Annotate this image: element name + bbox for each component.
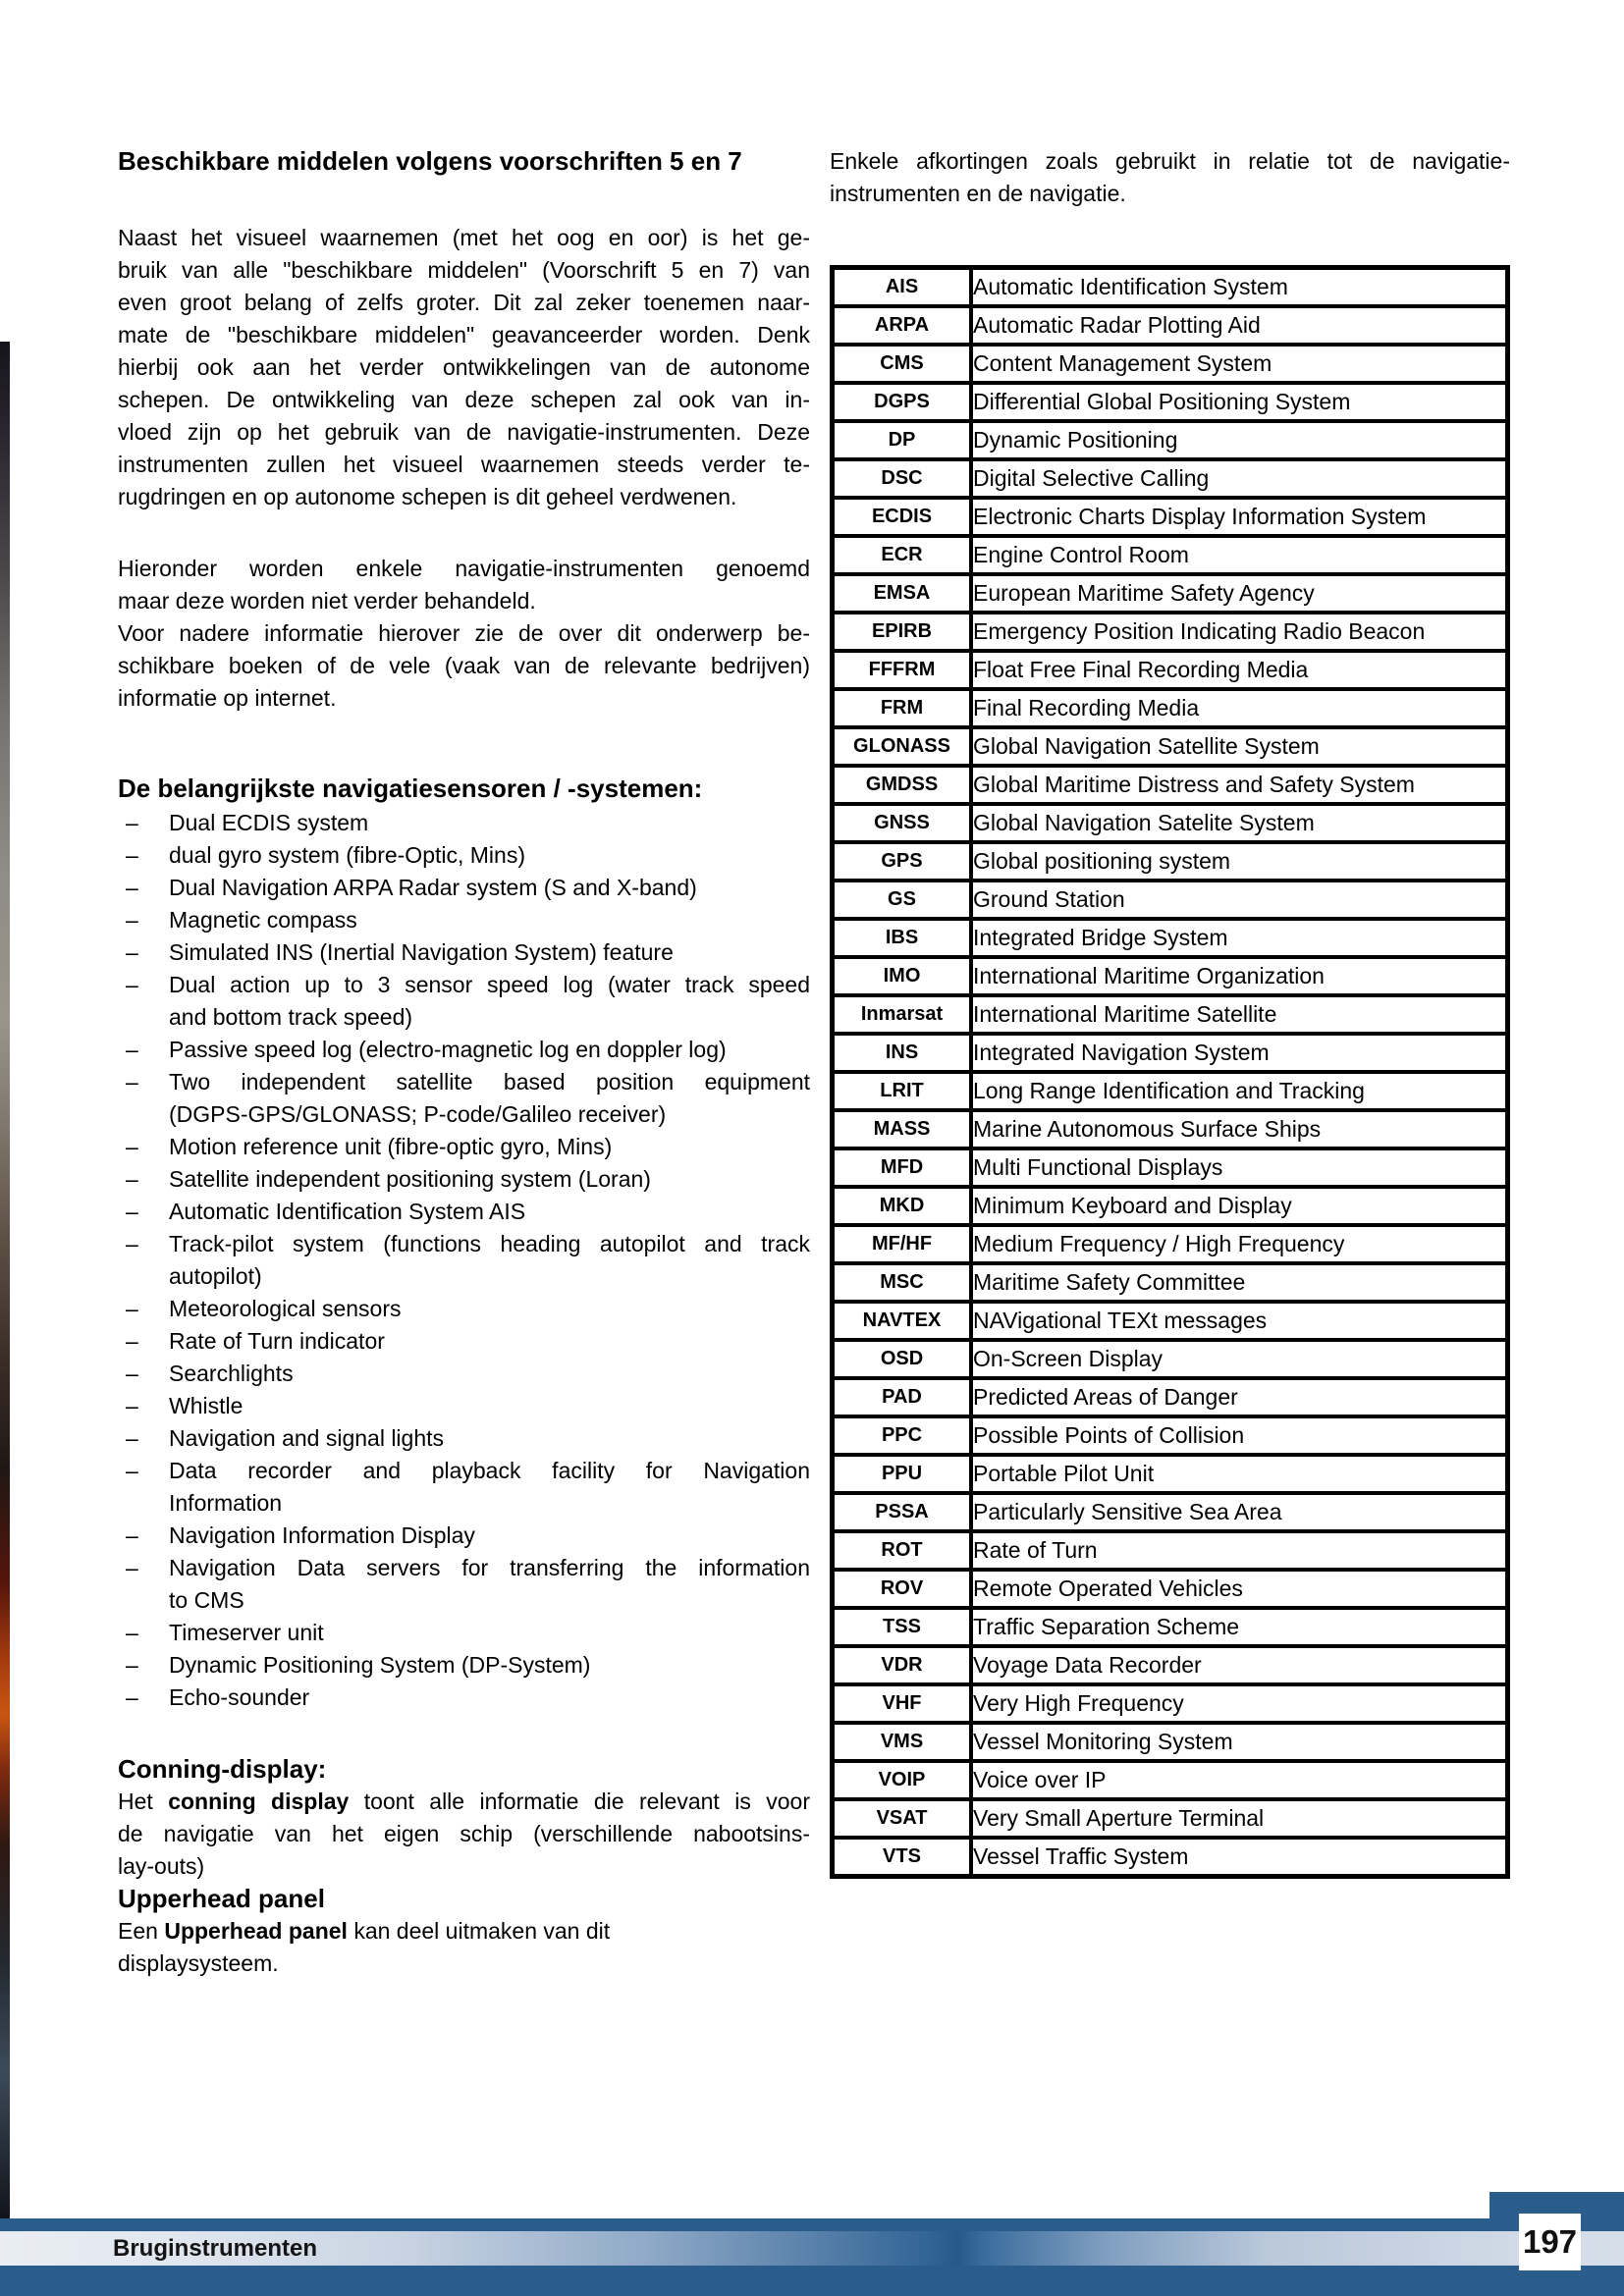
table-row bbox=[833, 689, 1508, 727]
list-item-text bbox=[169, 839, 810, 872]
text-line: displaysysteem. bbox=[118, 1950, 279, 1976]
definition-cell: Automatic Radar Plotting Aid bbox=[971, 306, 1508, 345]
list-dash: – bbox=[126, 1037, 138, 1062]
list-item-text bbox=[169, 1358, 810, 1390]
table-row bbox=[833, 1187, 1508, 1225]
definition-cell: Minimum Keyboard and Display bbox=[971, 1187, 1508, 1225]
list-item-text bbox=[169, 1552, 810, 1617]
table-row bbox=[833, 1646, 1508, 1684]
list-item bbox=[118, 1617, 810, 1649]
list-item bbox=[118, 1131, 810, 1163]
list-dash: – bbox=[126, 1069, 138, 1095]
definition-cell: Dynamic Positioning bbox=[971, 421, 1508, 459]
list-item-line: Track-pilot system (functions heading autopilot and track bbox=[169, 1231, 810, 1256]
list-item bbox=[118, 1228, 810, 1293]
definition-cell: Medium Frequency / High Frequency bbox=[971, 1225, 1508, 1263]
list-dash: – bbox=[126, 1652, 138, 1678]
list-item-line: Automatic Identification System AIS bbox=[169, 1199, 526, 1224]
text-line: vloed zijn op het gebruik van de navigatie-instrumenten. Deze bbox=[118, 419, 810, 445]
table-row bbox=[833, 574, 1508, 613]
definition-cell: Vessel Traffic System bbox=[971, 1838, 1508, 1877]
bold-text-segment: conning display bbox=[168, 1789, 350, 1814]
table-row bbox=[833, 459, 1508, 498]
nav-sensors-heading: De belangrijkste navigatiesensoren / -systemen: bbox=[118, 774, 703, 803]
list-item-text bbox=[169, 1163, 810, 1196]
list-item-text bbox=[169, 1293, 810, 1325]
definition-cell: International Maritime Organization bbox=[971, 957, 1508, 995]
table-row bbox=[833, 957, 1508, 995]
text-line: rugdringen en op autonome schepen is dit geheel verdwenen. bbox=[118, 484, 737, 509]
abbreviation-cell: PPU bbox=[833, 1455, 972, 1493]
list-item-line: Information bbox=[169, 1490, 283, 1516]
list-item-line: and bottom track speed) bbox=[169, 1004, 413, 1030]
table-row bbox=[833, 1455, 1508, 1493]
list-dash: – bbox=[126, 875, 138, 900]
table-row bbox=[833, 1684, 1508, 1723]
paragraph-more-info bbox=[118, 553, 810, 715]
definition-cell: Automatic Identification System bbox=[971, 268, 1508, 307]
list-item-line: (DGPS-GPS/GLONASS; P-code/Galileo receiver) bbox=[169, 1101, 667, 1127]
list-item bbox=[118, 936, 810, 969]
definition-cell: Differential Global Positioning System bbox=[971, 383, 1508, 421]
table-row bbox=[833, 421, 1508, 459]
definition-cell: Voyage Data Recorder bbox=[971, 1646, 1508, 1684]
definition-cell: Digital Selective Calling bbox=[971, 459, 1508, 498]
table-row bbox=[833, 1148, 1508, 1187]
right-column bbox=[830, 145, 1510, 1879]
text-segment: Het bbox=[118, 1789, 169, 1814]
text-line: maar deze worden niet verder behandeld. bbox=[118, 588, 536, 614]
list-item bbox=[118, 1649, 810, 1682]
definition-cell: Global positioning system bbox=[971, 842, 1508, 881]
paragraph-conning-display bbox=[118, 1786, 810, 1883]
definition-cell: Global Maritime Distress and Safety System bbox=[971, 766, 1508, 804]
abbreviation-cell: VMS bbox=[833, 1723, 972, 1761]
table-row bbox=[833, 1761, 1508, 1799]
definition-cell: Very Small Aperture Terminal bbox=[971, 1799, 1508, 1838]
text-line: even groot belang of zelfs groter. Dit zal zeker toenemen naar- bbox=[118, 290, 810, 315]
text-segment: Een bbox=[118, 1918, 165, 1944]
definition-cell: European Maritime Safety Agency bbox=[971, 574, 1508, 613]
list-item-line: Dual ECDIS system bbox=[169, 810, 369, 835]
definition-cell: Voice over IP bbox=[971, 1761, 1508, 1799]
list-item-text bbox=[169, 1034, 810, 1066]
table-row bbox=[833, 536, 1508, 574]
abbreviation-cell: Inmarsat bbox=[833, 995, 972, 1034]
abbreviation-cell: DGPS bbox=[833, 383, 972, 421]
list-dash: – bbox=[126, 810, 138, 835]
abbreviation-cell: PPC bbox=[833, 1416, 972, 1455]
table-row bbox=[833, 995, 1508, 1034]
table-row bbox=[833, 804, 1508, 842]
list-dash: – bbox=[126, 1458, 138, 1483]
table-row bbox=[833, 1378, 1508, 1416]
abbreviation-cell: ARPA bbox=[833, 306, 972, 345]
table-row bbox=[833, 1263, 1508, 1302]
definition-cell: Traffic Separation Scheme bbox=[971, 1608, 1508, 1646]
list-dash: – bbox=[126, 1555, 138, 1580]
list-item bbox=[118, 904, 810, 936]
list-dash: – bbox=[126, 1134, 138, 1159]
list-item-text bbox=[169, 872, 810, 904]
list-item-text bbox=[169, 1228, 810, 1293]
list-item-line: Data recorder and playback facility for Navigation bbox=[169, 1458, 810, 1483]
table-row bbox=[833, 613, 1508, 651]
text-line: bruik van alle "beschikbare middelen" (Voorschrift 5 en 7) van bbox=[118, 257, 810, 283]
definition-cell: Very High Frequency bbox=[971, 1684, 1508, 1723]
table-row bbox=[833, 1493, 1508, 1531]
bold-text-segment: Upperhead panel bbox=[164, 1918, 348, 1944]
list-item-text bbox=[169, 1066, 810, 1131]
abbreviation-cell: GNSS bbox=[833, 804, 972, 842]
definition-cell: Content Management System bbox=[971, 345, 1508, 383]
list-item-line: Dual action up to 3 sensor speed log (water track speed bbox=[169, 972, 810, 997]
table-row bbox=[833, 1799, 1508, 1838]
list-item-line: Navigation Data servers for transferring the information bbox=[169, 1555, 810, 1580]
upperhead-panel-heading: Upperhead panel bbox=[118, 1884, 325, 1913]
definition-cell: NAVigational TEXt messages bbox=[971, 1302, 1508, 1340]
abbreviation-cell: GMDSS bbox=[833, 766, 972, 804]
text-line: Enkele afkortingen zoals gebruikt in relatie tot de navigatie- bbox=[830, 148, 1510, 174]
table-row bbox=[833, 306, 1508, 345]
definition-cell: Rate of Turn bbox=[971, 1531, 1508, 1570]
list-item-text bbox=[169, 969, 810, 1034]
abbreviation-cell: PSSA bbox=[833, 1493, 972, 1531]
list-item-text bbox=[169, 1131, 810, 1163]
list-item-text bbox=[169, 1520, 810, 1552]
abbreviation-cell: PAD bbox=[833, 1378, 972, 1416]
list-item-line: to CMS bbox=[169, 1587, 244, 1613]
table-row bbox=[833, 1838, 1508, 1877]
table-row bbox=[833, 1302, 1508, 1340]
list-item-line: Dynamic Positioning System (DP-System) bbox=[169, 1652, 591, 1678]
table-row bbox=[833, 268, 1508, 307]
abbreviation-cell: AIS bbox=[833, 268, 972, 307]
definition-cell: Global Navigation Satellite System bbox=[971, 727, 1508, 766]
definition-cell: International Maritime Satellite bbox=[971, 995, 1508, 1034]
definition-cell: Electronic Charts Display Information System bbox=[971, 498, 1508, 536]
table-row bbox=[833, 383, 1508, 421]
list-dash: – bbox=[126, 972, 138, 997]
definition-cell: Emergency Position Indicating Radio Beacon bbox=[971, 613, 1508, 651]
abbreviations-table bbox=[830, 265, 1510, 1879]
text-line: instrumenten en de navigatie. bbox=[830, 181, 1126, 206]
abbreviation-cell: TSS bbox=[833, 1608, 972, 1646]
text-line: Voor nadere informatie hierover zie de over dit onderwerp be- bbox=[118, 620, 810, 646]
abbreviation-cell: FFFRM bbox=[833, 651, 972, 689]
text-line bbox=[118, 1915, 810, 1948]
list-item-line: Passive speed log (electro-magnetic log en doppler log) bbox=[169, 1037, 727, 1062]
abbreviation-cell: MFD bbox=[833, 1148, 972, 1187]
definition-cell: Ground Station bbox=[971, 881, 1508, 919]
list-item-text bbox=[169, 1196, 810, 1228]
list-dash: – bbox=[126, 1199, 138, 1224]
abbreviation-cell: VTS bbox=[833, 1838, 972, 1877]
list-item-line: Meteorological sensors bbox=[169, 1296, 402, 1321]
abbreviation-cell: LRIT bbox=[833, 1072, 972, 1110]
table-row bbox=[833, 1225, 1508, 1263]
list-item bbox=[118, 969, 810, 1034]
text-line: informatie op internet. bbox=[118, 685, 337, 711]
definition-cell: Global Navigation Satelite System bbox=[971, 804, 1508, 842]
text-line: schikbare boeken of de vele (vaak van de relevante bedrijven) bbox=[118, 653, 810, 678]
list-item-text bbox=[169, 1455, 810, 1520]
list-item bbox=[118, 807, 810, 839]
definition-cell: Marine Autonomous Surface Ships bbox=[971, 1110, 1508, 1148]
list-item bbox=[118, 1293, 810, 1325]
list-item-text bbox=[169, 807, 810, 839]
table-row bbox=[833, 727, 1508, 766]
list-dash: – bbox=[126, 1328, 138, 1354]
list-dash: – bbox=[126, 1684, 138, 1710]
list-item-line: Whistle bbox=[169, 1393, 244, 1418]
table-row bbox=[833, 1531, 1508, 1570]
abbreviation-cell: VDR bbox=[833, 1646, 972, 1684]
list-item bbox=[118, 1196, 810, 1228]
text-line bbox=[118, 1786, 810, 1818]
page-edge-image-strip bbox=[0, 342, 10, 2221]
definition-cell: Engine Control Room bbox=[971, 536, 1508, 574]
list-item bbox=[118, 1358, 810, 1390]
abbreviation-cell: GPS bbox=[833, 842, 972, 881]
text-line: mate de "beschikbare middelen" geavanceerder worden. Denk bbox=[118, 322, 810, 347]
abbreviation-cell: OSD bbox=[833, 1340, 972, 1378]
list-item-line: Magnetic compass bbox=[169, 907, 357, 933]
list-item bbox=[118, 1066, 810, 1131]
list-item-line: Timeserver unit bbox=[169, 1620, 324, 1645]
list-item-line: autopilot) bbox=[169, 1263, 262, 1289]
list-dash: – bbox=[126, 1361, 138, 1386]
list-item bbox=[118, 872, 810, 904]
definition-cell: Possible Points of Collision bbox=[971, 1416, 1508, 1455]
list-item-line: Rate of Turn indicator bbox=[169, 1328, 385, 1354]
list-item bbox=[118, 839, 810, 872]
text-line: Naast het visueel waarnemen (met het oog en oor) is het ge- bbox=[118, 225, 810, 250]
list-item-text bbox=[169, 1649, 810, 1682]
table-row bbox=[833, 345, 1508, 383]
table-row bbox=[833, 1340, 1508, 1378]
list-item-line: Two independent satellite based position equipment bbox=[169, 1069, 810, 1095]
table-row bbox=[833, 766, 1508, 804]
abbreviation-cell: VHF bbox=[833, 1684, 972, 1723]
list-item-line: Dual Navigation ARPA Radar system (S and X-band) bbox=[169, 875, 697, 900]
table-row bbox=[833, 651, 1508, 689]
definition-cell: Vessel Monitoring System bbox=[971, 1723, 1508, 1761]
abbreviation-cell: FRM bbox=[833, 689, 972, 727]
abbreviation-cell: INS bbox=[833, 1034, 972, 1072]
footer-section-label: Bruginstrumenten bbox=[113, 2235, 318, 2262]
abbreviation-cell: ECR bbox=[833, 536, 972, 574]
paragraph-available-means bbox=[118, 222, 810, 513]
text-segment: kan deel uitmaken van dit bbox=[347, 1918, 611, 1944]
section-heading: Beschikbare middelen volgens voorschriften 5 en 7 bbox=[118, 146, 742, 176]
list-item-line: dual gyro system (fibre-Optic, Mins) bbox=[169, 842, 525, 868]
list-dash: – bbox=[126, 1166, 138, 1192]
table-row bbox=[833, 1570, 1508, 1608]
list-item-text bbox=[169, 1617, 810, 1649]
table-row bbox=[833, 498, 1508, 536]
nav-sensors-list bbox=[118, 807, 810, 1714]
definition-cell: Integrated Bridge System bbox=[971, 919, 1508, 957]
list-item-line: Motion reference unit (fibre-optic gyro, Mins) bbox=[169, 1134, 613, 1159]
left-column bbox=[118, 145, 810, 1980]
list-item bbox=[118, 1034, 810, 1066]
definition-cell: Particularly Sensitive Sea Area bbox=[971, 1493, 1508, 1531]
abbreviation-cell: MKD bbox=[833, 1187, 972, 1225]
definition-cell: Long Range Identification and Tracking bbox=[971, 1072, 1508, 1110]
table-row bbox=[833, 1723, 1508, 1761]
abbreviation-cell: IMO bbox=[833, 957, 972, 995]
list-item bbox=[118, 1552, 810, 1617]
list-item-text bbox=[169, 1325, 810, 1358]
table-row bbox=[833, 919, 1508, 957]
list-item-line: Navigation and signal lights bbox=[169, 1425, 445, 1451]
abbreviation-cell: EPIRB bbox=[833, 613, 972, 651]
list-item bbox=[118, 1163, 810, 1196]
list-item-text bbox=[169, 1682, 810, 1714]
text-segment: toont alle informatie die relevant is voor bbox=[349, 1789, 810, 1814]
abbreviation-cell: MASS bbox=[833, 1110, 972, 1148]
abbreviations-intro bbox=[830, 145, 1510, 210]
abbreviation-cell: GLONASS bbox=[833, 727, 972, 766]
definition-cell: Remote Operated Vehicles bbox=[971, 1570, 1508, 1608]
definition-cell: Float Free Final Recording Media bbox=[971, 651, 1508, 689]
text-line: lay-outs) bbox=[118, 1853, 205, 1879]
abbreviation-cell: GS bbox=[833, 881, 972, 919]
list-item-text bbox=[169, 904, 810, 936]
text-line: hierbij ook aan het verder ontwikkelingen van de autonome bbox=[118, 354, 810, 380]
conning-display-heading: Conning-display: bbox=[118, 1754, 327, 1784]
list-dash: – bbox=[126, 1393, 138, 1418]
list-item bbox=[118, 1455, 810, 1520]
abbreviation-cell: VOIP bbox=[833, 1761, 972, 1799]
abbreviation-cell: CMS bbox=[833, 345, 972, 383]
text-line: schepen. De ontwikkeling van deze schepen zal ook van in- bbox=[118, 387, 810, 412]
definition-cell: Predicted Areas of Danger bbox=[971, 1378, 1508, 1416]
text-line: instrumenten zullen het visueel waarnemen steeds verder te- bbox=[118, 452, 810, 477]
definition-cell: Maritime Safety Committee bbox=[971, 1263, 1508, 1302]
table-row bbox=[833, 842, 1508, 881]
list-dash: – bbox=[126, 1425, 138, 1451]
list-item-text bbox=[169, 1422, 810, 1455]
list-item-line: Navigation Information Display bbox=[169, 1522, 475, 1548]
list-item-text bbox=[169, 936, 810, 969]
table-row bbox=[833, 1110, 1508, 1148]
abbreviation-cell: ROT bbox=[833, 1531, 972, 1570]
table-row bbox=[833, 881, 1508, 919]
table-row bbox=[833, 1034, 1508, 1072]
list-item bbox=[118, 1390, 810, 1422]
list-dash: – bbox=[126, 1231, 138, 1256]
list-dash: – bbox=[126, 1296, 138, 1321]
abbreviation-cell: DP bbox=[833, 421, 972, 459]
list-item bbox=[118, 1325, 810, 1358]
list-item-line: Simulated INS (Inertial Navigation System) feature bbox=[169, 939, 674, 965]
list-dash: – bbox=[126, 842, 138, 868]
text-line: de navigatie van het eigen schip (verschillende nabootsins- bbox=[118, 1821, 810, 1846]
list-item-line: Satellite independent positioning system (Loran) bbox=[169, 1166, 651, 1192]
list-item bbox=[118, 1520, 810, 1552]
table-row bbox=[833, 1608, 1508, 1646]
abbreviation-cell: NAVTEX bbox=[833, 1302, 972, 1340]
list-item-text bbox=[169, 1390, 810, 1422]
paragraph-upperhead-panel bbox=[118, 1915, 810, 1980]
list-dash: – bbox=[126, 939, 138, 965]
list-item bbox=[118, 1422, 810, 1455]
abbreviation-cell: VSAT bbox=[833, 1799, 972, 1838]
list-item bbox=[118, 1682, 810, 1714]
list-item-line: Searchlights bbox=[169, 1361, 294, 1386]
abbreviation-cell: DSC bbox=[833, 459, 972, 498]
abbreviation-cell: ECDIS bbox=[833, 498, 972, 536]
definition-cell: Integrated Navigation System bbox=[971, 1034, 1508, 1072]
definition-cell: Multi Functional Displays bbox=[971, 1148, 1508, 1187]
list-dash: – bbox=[126, 1620, 138, 1645]
abbreviation-cell: ROV bbox=[833, 1570, 972, 1608]
definition-cell: On-Screen Display bbox=[971, 1340, 1508, 1378]
list-dash: – bbox=[126, 907, 138, 933]
table-row bbox=[833, 1416, 1508, 1455]
list-item-line: Echo-sounder bbox=[169, 1684, 310, 1710]
list-dash: – bbox=[126, 1522, 138, 1548]
abbreviation-cell: MF/HF bbox=[833, 1225, 972, 1263]
page-number-box bbox=[1519, 2214, 1581, 2270]
text-line: Hieronder worden enkele navigatie-instrumenten genoemd bbox=[118, 556, 810, 581]
definition-cell: Final Recording Media bbox=[971, 689, 1508, 727]
abbreviation-cell: MSC bbox=[833, 1263, 972, 1302]
abbreviation-cell: IBS bbox=[833, 919, 972, 957]
definition-cell: Portable Pilot Unit bbox=[971, 1455, 1508, 1493]
abbreviation-cell: EMSA bbox=[833, 574, 972, 613]
table-row bbox=[833, 1072, 1508, 1110]
page-number: 197 bbox=[1522, 2223, 1578, 2260]
